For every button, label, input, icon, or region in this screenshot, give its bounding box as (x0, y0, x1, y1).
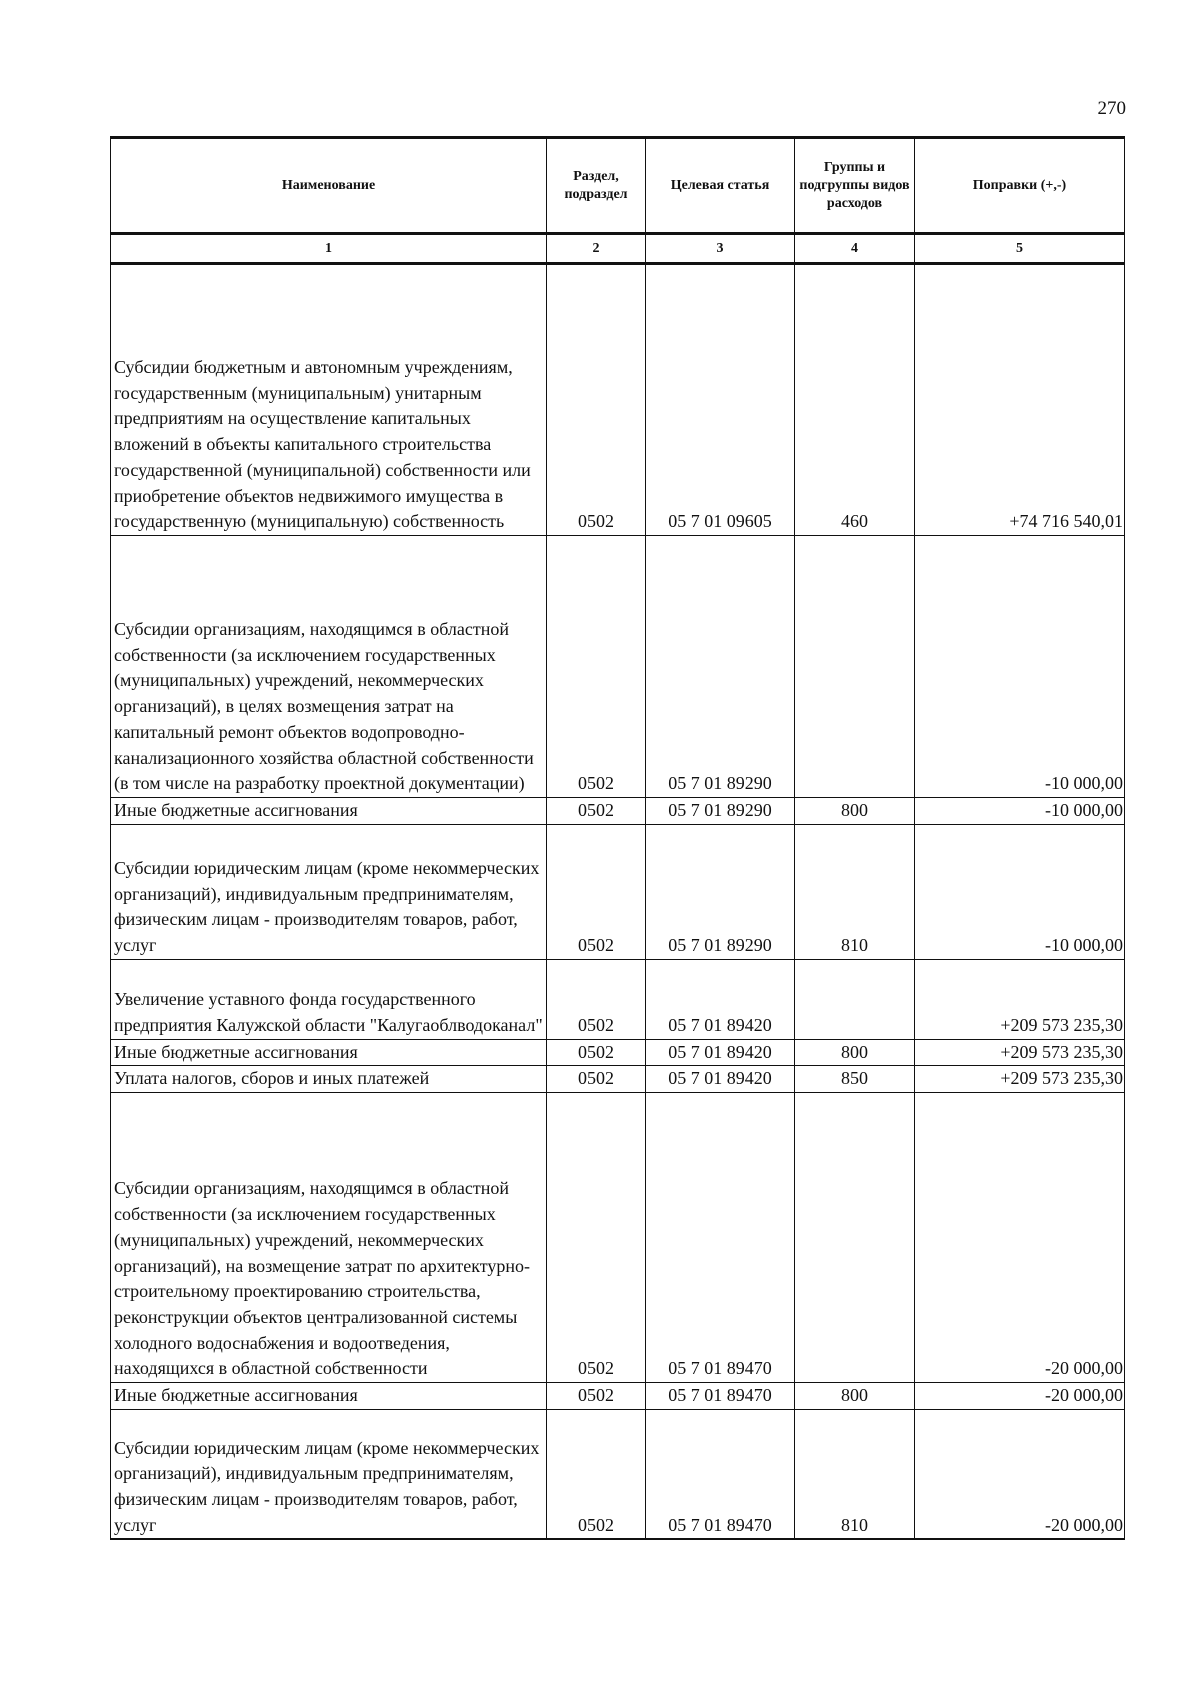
header-expense-groups: Группы и подгруппы видов расходов (795, 138, 915, 234)
row-expense-group: 800 (795, 1039, 915, 1066)
header-section: Раздел, подраздел (547, 138, 646, 234)
row-target-article: 05 7 01 89470 (646, 1409, 795, 1539)
row-section: 0502 (547, 798, 646, 825)
table-row (111, 536, 1125, 798)
page-number: 270 (1097, 98, 1126, 119)
row-amount: -10 000,00 (915, 798, 1125, 825)
row-expense-group (795, 536, 915, 798)
row-section: 0502 (547, 959, 646, 1039)
table-row (111, 1383, 1125, 1410)
column-number: 2 (547, 234, 646, 264)
column-number: 5 (915, 234, 1125, 264)
table-row (111, 798, 1125, 825)
row-name: Субсидии организациям, находящимся в областной собственности (за исключением государственных (муниципальных) учреждений, некоммерческих организаций), в целях возмещения затрат на капитальный ремонт объектов водопроводно-канализационного хозяйства областной собственности (в том числе на разработку проектной документации) (111, 536, 547, 798)
table-row (111, 1039, 1125, 1066)
row-target-article: 05 7 01 89470 (646, 1383, 795, 1410)
column-number-row (111, 234, 1125, 264)
row-section: 0502 (547, 1066, 646, 1093)
budget-amendments-table (110, 136, 1125, 1540)
row-name: Иные бюджетные ассигнования (111, 1039, 547, 1066)
row-amount: +74 716 540,01 (915, 264, 1125, 536)
row-section: 0502 (547, 264, 646, 536)
header-row (111, 138, 1125, 234)
table-row (111, 824, 1125, 959)
row-name: Уплата налогов, сборов и иных платежей (111, 1066, 547, 1093)
row-amount: +209 573 235,30 (915, 959, 1125, 1039)
row-target-article: 05 7 01 89290 (646, 798, 795, 825)
row-expense-group: 810 (795, 824, 915, 959)
row-section: 0502 (547, 1093, 646, 1383)
table-row (111, 959, 1125, 1039)
table-row (111, 1409, 1125, 1539)
table-row (111, 264, 1125, 536)
row-section: 0502 (547, 1409, 646, 1539)
row-expense-group (795, 959, 915, 1039)
header-target-article: Целевая статья (646, 138, 795, 234)
row-target-article: 05 7 01 89420 (646, 1039, 795, 1066)
row-name: Иные бюджетные ассигнования (111, 1383, 547, 1410)
column-number: 4 (795, 234, 915, 264)
row-section: 0502 (547, 1039, 646, 1066)
row-section: 0502 (547, 536, 646, 798)
row-amount: -20 000,00 (915, 1093, 1125, 1383)
row-target-article: 05 7 01 89420 (646, 959, 795, 1039)
row-amount: -10 000,00 (915, 536, 1125, 798)
row-name: Субсидии юридическим лицам (кроме некоммерческих организаций), индивидуальным предпринимателям, физическим лицам - производителям товаров, работ, услуг (111, 1409, 547, 1539)
row-section: 0502 (547, 824, 646, 959)
row-target-article: 05 7 01 89470 (646, 1093, 795, 1383)
row-amount: -20 000,00 (915, 1409, 1125, 1539)
row-section: 0502 (547, 1383, 646, 1410)
row-expense-group: 850 (795, 1066, 915, 1093)
row-name: Субсидии бюджетным и автономным учреждениям, государственным (муниципальным) унитарным предприятиям на осуществление капитальных вложений в объекты капитального строительства государственной (муниципальной) собственности или приобретение объектов недвижимого имущества в государственную (муниципальную) собственность (111, 264, 547, 536)
row-amount: +209 573 235,30 (915, 1066, 1125, 1093)
row-expense-group (795, 1093, 915, 1383)
row-name: Увеличение уставного фонда государственного предприятия Калужской области "Калугаоблводоканал" (111, 959, 547, 1039)
row-expense-group: 800 (795, 1383, 915, 1410)
row-name: Иные бюджетные ассигнования (111, 798, 547, 825)
row-name: Субсидии организациям, находящимся в областной собственности (за исключением государственных (муниципальных) учреждений, некоммерческих организаций), на возмещение затрат по архитектурно-строительному проектированию строительства, реконструкции объектов централизованной системы холодного водоснабжения и водоотведения, находящихся в областной собственности (111, 1093, 547, 1383)
header-amendments: Поправки (+,-) (915, 138, 1125, 234)
row-target-article: 05 7 01 09605 (646, 264, 795, 536)
header-name: Наименование (111, 138, 547, 234)
row-target-article: 05 7 01 89290 (646, 824, 795, 959)
row-target-article: 05 7 01 89420 (646, 1066, 795, 1093)
row-amount: -10 000,00 (915, 824, 1125, 959)
table-row (111, 1066, 1125, 1093)
table-row (111, 1093, 1125, 1383)
row-name: Субсидии юридическим лицам (кроме некоммерческих организаций), индивидуальным предпринимателям, физическим лицам - производителям товаров, работ, услуг (111, 824, 547, 959)
row-expense-group: 460 (795, 264, 915, 536)
column-number: 1 (111, 234, 547, 264)
row-expense-group: 800 (795, 798, 915, 825)
row-amount: -20 000,00 (915, 1383, 1125, 1410)
row-expense-group: 810 (795, 1409, 915, 1539)
row-amount: +209 573 235,30 (915, 1039, 1125, 1066)
column-number: 3 (646, 234, 795, 264)
row-target-article: 05 7 01 89290 (646, 536, 795, 798)
